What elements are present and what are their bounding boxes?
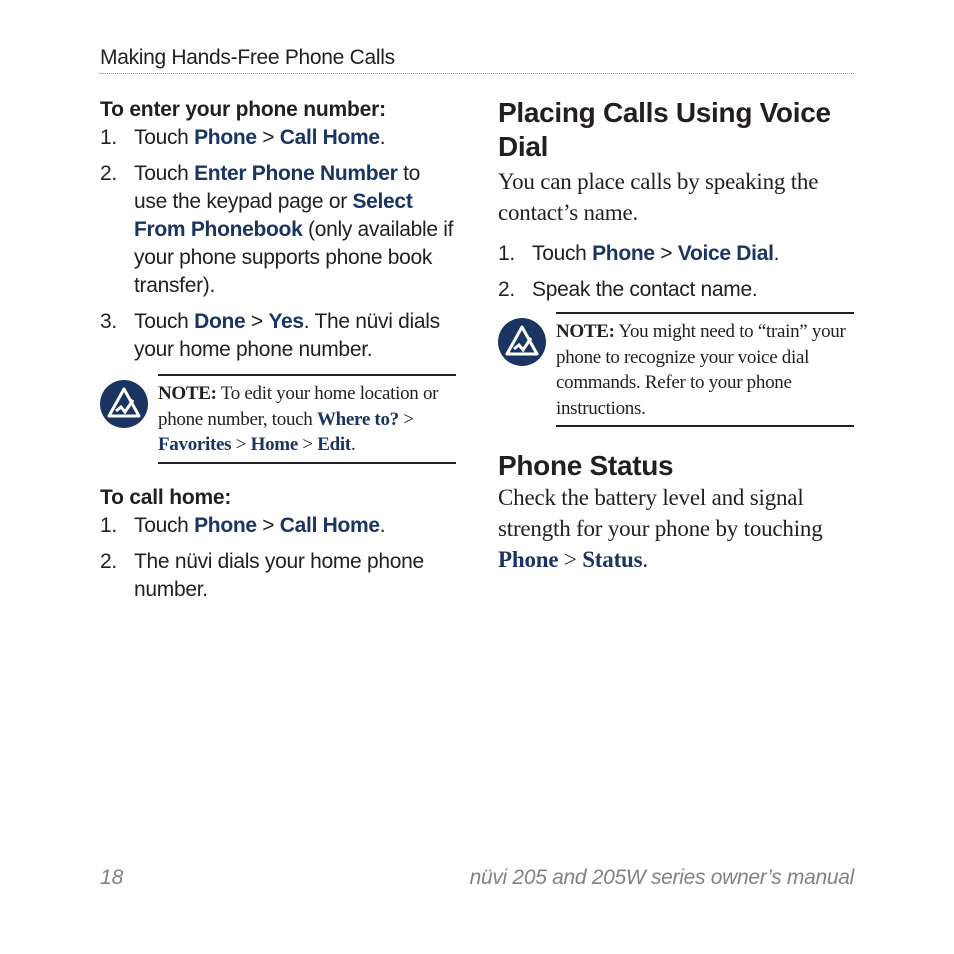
ui-edit: Edit [317,434,351,455]
note-icon [498,318,546,366]
step-3: 3. Touch Done > Yes. The nüvi dials your home phone number. [100,310,440,361]
header-divider [100,73,854,74]
ui-enter-phone-number: Enter Phone Number [194,162,398,185]
page-number: 18 [100,866,124,889]
ui-call-home: Call Home [279,514,380,537]
step-2: 2. Touch Enter Phone Number to use the keypad page or Select From Phonebook (only available if your phone supports phone book transfer). [100,162,454,297]
ui-yes: Yes [268,310,304,333]
note-edit-home [100,374,458,466]
ui-call-home: Call Home [279,126,380,149]
steps-voice-dial [498,240,854,304]
step-2: 2. The nüvi dials your home phone number. [100,550,424,601]
ui-favorites: Favorites [158,434,232,455]
step-2: 2. Speak the contact name. [498,278,758,301]
heading-voice-dial: Placing Calls Using Voice Dial [498,97,831,162]
note-icon [100,380,148,428]
ui-phone: Phone [592,242,655,265]
voice-dial-intro: You can place calls by speaking the contact’s name. [498,169,819,225]
manual-title: nüvi 205 and 205W series owner’s manual [469,866,854,889]
note-train-phone [498,312,854,428]
running-header: Making Hands-Free Phone Calls [100,46,395,69]
steps-enter-number [100,124,458,364]
steps-call-home [100,512,458,604]
heading-phone-status: Phone Status [498,450,674,481]
step-1: 1. Touch Phone > Call Home. [100,126,386,149]
ui-voice-dial: Voice Dial [677,242,774,265]
ui-select-from-phonebook: Select From Phonebook [134,190,413,241]
ui-phone: Phone [194,126,257,149]
ui-done: Done [194,310,246,333]
note-text: NOTE: You might need to “train” your phone to recognize your voice dial commands. Refer to your phone instructions. [556,312,854,427]
ui-phone: Phone [498,547,559,572]
procedure-title-call-home: To call home: [100,486,232,509]
left-column [100,96,458,612]
ui-where-to: Where to? [316,408,399,430]
procedure-title-enter-number: To enter your phone number: [100,98,386,121]
step-1: 1. Touch Phone > Call Home. [100,514,386,537]
note-text: NOTE: To edit your home location or phone number, touch Where to? > Favorites > Home > Edit. [158,374,456,464]
ui-home: Home [250,434,298,455]
step-1: 1. Touch Phone > Voice Dial. [498,242,780,265]
right-column [498,96,854,575]
ui-status: Status [582,547,643,572]
ui-phone: Phone [194,514,257,537]
phone-status-text: Check the battery level and signal strength for your phone by touching Phone > Status. [498,485,823,572]
